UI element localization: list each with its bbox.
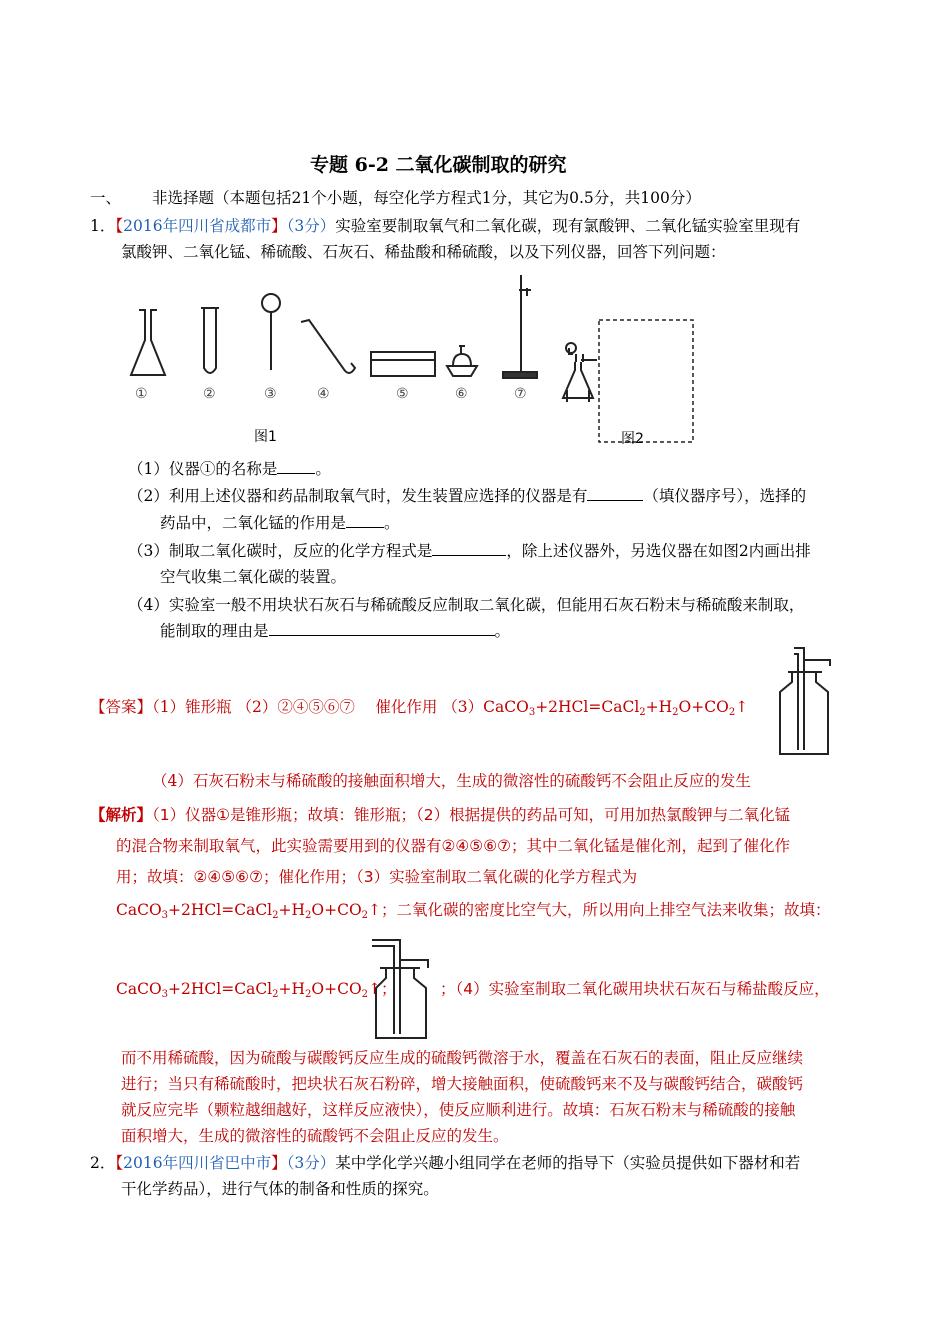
analysis-line-9: 面积增大，生成的微溶性的硫酸钙不会阻止反应的发生。	[121, 1127, 509, 1145]
drawing-area-box	[599, 320, 693, 442]
question-2-stem: 2．【2016年四川省巴中市】（3分）某中学化学兴趣小组同学在老师的指导下（实验员提供如下器材和若	[90, 1154, 801, 1172]
question-number: 1．	[90, 217, 116, 235]
sub-question-3: （3）制取二氧化碳时，反应的化学方程式是 ，除上述仪器外，另选仪器在如图2内画出排	[128, 542, 811, 560]
analysis-line-8: 就反应完毕（颗粒越细越好，这样反应液快），使反应顺利进行。故填：石灰石粉末与稀硫酸的接触	[121, 1101, 796, 1119]
label-6: ⑥	[455, 386, 468, 402]
apparatus-figure	[121, 270, 695, 448]
answer-blank	[269, 621, 495, 636]
alcohol-lamp-icon	[447, 366, 477, 376]
analysis-line-6: 而不用稀硫酸，因为硫酸与碳酸钙反应生成的硫酸钙微溶于水，覆盖在石灰石的表面，阻止反应继续	[121, 1049, 804, 1067]
analysis-line-7: 进行；当只有稀硫酸时，把块状石灰石粉碎，增大接触面积，使硫酸钙来不及与碳酸钙结合，碳酸钙	[121, 1075, 804, 1093]
long-funnel-icon	[262, 294, 280, 312]
analysis-line-2: 的混合物来制取氧气，此实验需要用到的仪器有②④⑤⑥⑦；其中二氧化锰是催化剂，起到了催化作	[116, 837, 790, 855]
label-7: ⑦	[514, 386, 527, 402]
analysis-line-4: $CaCO_3+2HCl=CaCl_2+H_2O+CO_2↑$；二氧化碳的密度比空气大，所以用向上排空气法来收集；故填：	[116, 901, 831, 921]
chem-equation: $CaCO_3+2HCl=CaCl_2+H_2O+CO_2↑$；	[116, 980, 397, 1000]
label-2: ②	[203, 386, 216, 402]
answer-line-1: 【答案】（1）锥形瓶 （2）②④⑤⑥⑦ 催化作用 $(3)CaCO_3+2HCl=CaCl_2+H_2O+CO_2↑$	[90, 698, 749, 718]
answer-line-4: （4）石灰石粉末与稀硫酸的接触面积增大，生成的微溶性的硫酸钙不会阻止反应的发生	[152, 772, 751, 790]
analysis-line-5	[116, 979, 397, 1005]
sub-question-4-line2: 能制取的理由是 。	[160, 622, 511, 640]
sub-question-2: （2）利用上述仪器和药品制取氧气时，发生装置应选择的仪器是有 （填仪器序号），选择的	[128, 487, 807, 505]
sub-question-3-line2: 空气收集二氧化碳的装置。	[160, 568, 347, 586]
chem-equation: $CaCO_3+2HCl=CaCl_2+H_2O+CO_2↑$	[483, 698, 749, 718]
analysis-line-1: 【解析】（1）仪器①是锥形瓶；故填：锥形瓶；（2）根据提供的药品可知，可用加热氯酸钾与二氧化锰	[90, 806, 791, 824]
question-1-stem-line2: 氯酸钾、二氧化锰、稀硫酸、石灰石、稀盐酸和稀硫酸，以及下列仪器，回答下列问题：	[121, 243, 726, 261]
gas-bottle-icon	[770, 646, 836, 758]
question-source: 2016年四川省巴中市	[123, 1154, 272, 1172]
question-score: （3分）	[286, 217, 336, 235]
label-5: ⑤	[396, 386, 409, 402]
apparatus-drawing	[121, 270, 695, 448]
sub-question-2-line2: 药品中，二氧化锰的作用是 。	[160, 514, 400, 532]
sub-question-4: （4）实验室一般不用块状石灰石与稀硫酸反应制取二氧化碳，但能用石灰石粉末与稀硫酸来制取，	[128, 596, 805, 614]
question-number: 2．	[90, 1154, 116, 1172]
question-source-close: 】	[271, 217, 287, 235]
question-source: 2016年四川省成都市	[123, 217, 272, 235]
test-tube-icon	[204, 308, 216, 373]
analysis-line-5-tail: ；（4）实验室制取二氧化碳用块状石灰石与稀盐酸反应，	[440, 980, 830, 998]
question-2-stem-line2: 干化学药品），进行气体的制备和性质的探究。	[121, 1180, 439, 1198]
page-title: 专题 6-2 二氧化碳制取的研究	[310, 154, 567, 176]
question-1-stem	[90, 216, 800, 236]
analysis-tag: 【解析】	[90, 806, 153, 824]
label-4: ④	[317, 386, 330, 402]
answer-blank	[587, 486, 643, 501]
conical-flask-icon	[131, 310, 165, 375]
sub-question-1: （1）仪器①的名称是 。	[128, 460, 331, 478]
question-source-open: 【	[115, 217, 124, 235]
figure-1-caption: 图1	[254, 429, 277, 445]
answer-tag: 【答案】	[90, 698, 153, 716]
section-text: 非选择题（本题包括21个小题，每空化学方程式1分，其它为0.5分，共100分）	[152, 189, 701, 207]
answer-blank	[277, 459, 315, 474]
answer-blank	[432, 541, 506, 556]
figure-2-caption: 图2	[621, 431, 644, 447]
section-number: 一、	[90, 189, 122, 207]
label-3: ③	[264, 386, 277, 402]
question-score: （3分）	[286, 1154, 336, 1172]
chem-equation: $CaCO_3+2HCl=CaCl_2+H_2O+CO_2↑$	[116, 901, 382, 921]
bent-tube-icon	[301, 320, 355, 373]
label-1: ①	[135, 386, 148, 402]
answer-blank	[346, 513, 384, 528]
water-trough-icon	[371, 352, 435, 376]
analysis-line-3: 用；故填：②④⑤⑥⑦；催化作用；（3）实验室制取二氧化碳的化学方程式为	[116, 868, 638, 886]
question-stem-line1: 实验室要制取氧气和二氧化碳，现有氯酸钾、二氧化锰实验室里现有	[335, 217, 801, 235]
